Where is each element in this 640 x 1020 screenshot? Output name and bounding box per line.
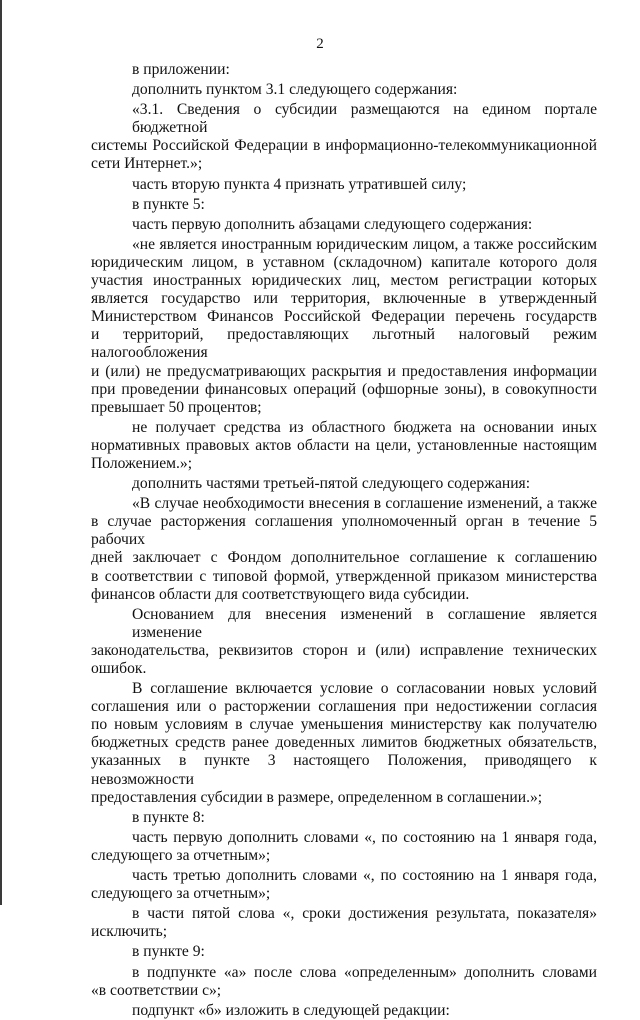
text-line: в соответствии с типовой формой, утвержденной приказом министерства: [91, 567, 597, 585]
text-line: часть вторую пункта 4 признать утратившей силу;: [132, 175, 467, 193]
text-line: и (или) не предусматривающих раскрытия и предоставления информации: [91, 362, 597, 380]
text-line: законодательства, реквизитов сторон и (или) исправление технических ошибок.: [91, 641, 597, 677]
text-line: юридическим лицом, в уставном (складочном) капитале которого доля: [91, 253, 597, 271]
text-line: предоставления субсидии в размере, определенном в соглашении.»;: [91, 788, 543, 806]
text-line: В соглашение включается условие о согласовании новых условий: [132, 680, 597, 698]
text-line: является государство или территория, включенные в утвержденный: [91, 290, 597, 308]
text-line: в случае расторжения соглашения уполномоченный орган в течение 5 рабочих: [91, 513, 597, 549]
text-line: при проведении финансовых операций (офшорные зоны), в совокупности: [91, 380, 597, 398]
text-line: «В случае необходимости внесения в соглашение изменений, а также: [132, 495, 597, 513]
text-line: системы Российской Федерации в информационно-телекоммуникационной: [91, 137, 597, 155]
text-line: в приложении:: [132, 61, 230, 78]
text-line: не получает средства из областного бюджета на основании иных: [132, 418, 597, 436]
text-line: часть первую дополнить абзацами следующего содержания:: [132, 215, 533, 233]
text-line: участия иностранных юридических лиц, местом регистрации которых: [91, 272, 597, 290]
text-line: соглашения или о расторжении соглашения при недостижении согласия: [91, 698, 597, 716]
text-line: следующего за отчетным»;: [91, 885, 271, 903]
text-line: в пункте 5:: [132, 195, 205, 213]
text-line: нормативных правовых актов области на цели, установленные настоящим: [91, 436, 597, 454]
text-line: «в соответствии с»;: [91, 981, 222, 999]
scan-edge: [0, 0, 2, 905]
text-line: подпункт «б» изложить в следующей редакции:: [132, 1001, 450, 1019]
text-line: и территорий, предоставляющих льготный налоговый режим налогообложения: [91, 326, 597, 362]
text-line: указанных в пункте 3 настоящего Положения, приводящего к невозможности: [91, 752, 597, 788]
page-number: 2: [316, 36, 324, 52]
text-line: по новым условиям в случае уменьшения министерству как получателю: [91, 716, 597, 734]
text-line: часть третью дополнить словами «, по состоянию на 1 января года,: [132, 867, 597, 885]
text-line: Министерством Финансов Российской Федерации перечень государств: [91, 308, 597, 326]
text-line: в пункте 9:: [132, 943, 205, 961]
text-line: финансов области для соответствующего вида субсидии.: [91, 585, 470, 603]
text-line: дополнить пунктом 3.1 следующего содержания:: [132, 81, 458, 99]
text-line: в подпункте «а» после слова «определенным» дополнить словами: [132, 963, 597, 981]
text-line: сети Интернет.»;: [91, 155, 203, 173]
document-body: [91, 61, 597, 1020]
text-line: дополнить частями третьей-пятой следующего содержания:: [132, 475, 531, 493]
text-line: «не является иностранным юридическим лицом, а также российским: [132, 235, 597, 253]
text-line: «3.1. Сведения о субсидии размещаются на едином портале бюджетной: [132, 101, 597, 137]
text-line: в части пятой слова «, сроки достижения результата, показателя»: [132, 905, 597, 923]
text-line: в пункте 8:: [132, 808, 205, 826]
text-line: следующего за отчетным»;: [91, 846, 271, 864]
text-line: исключить;: [91, 923, 168, 941]
text-line: часть первую дополнить словами «, по состоянию на 1 января года,: [132, 828, 597, 846]
text-line: Положением.»;: [91, 454, 193, 472]
text-line: превышает 50 процентов;: [91, 398, 262, 416]
text-line: дней заключает с Фондом дополнительное соглашение к соглашению: [91, 549, 597, 567]
text-line: Основанием для внесения изменений в соглашение является изменение: [132, 605, 597, 641]
text-line: бюджетных средств ранее доведенных лимитов бюджетных обязательств,: [91, 734, 597, 752]
